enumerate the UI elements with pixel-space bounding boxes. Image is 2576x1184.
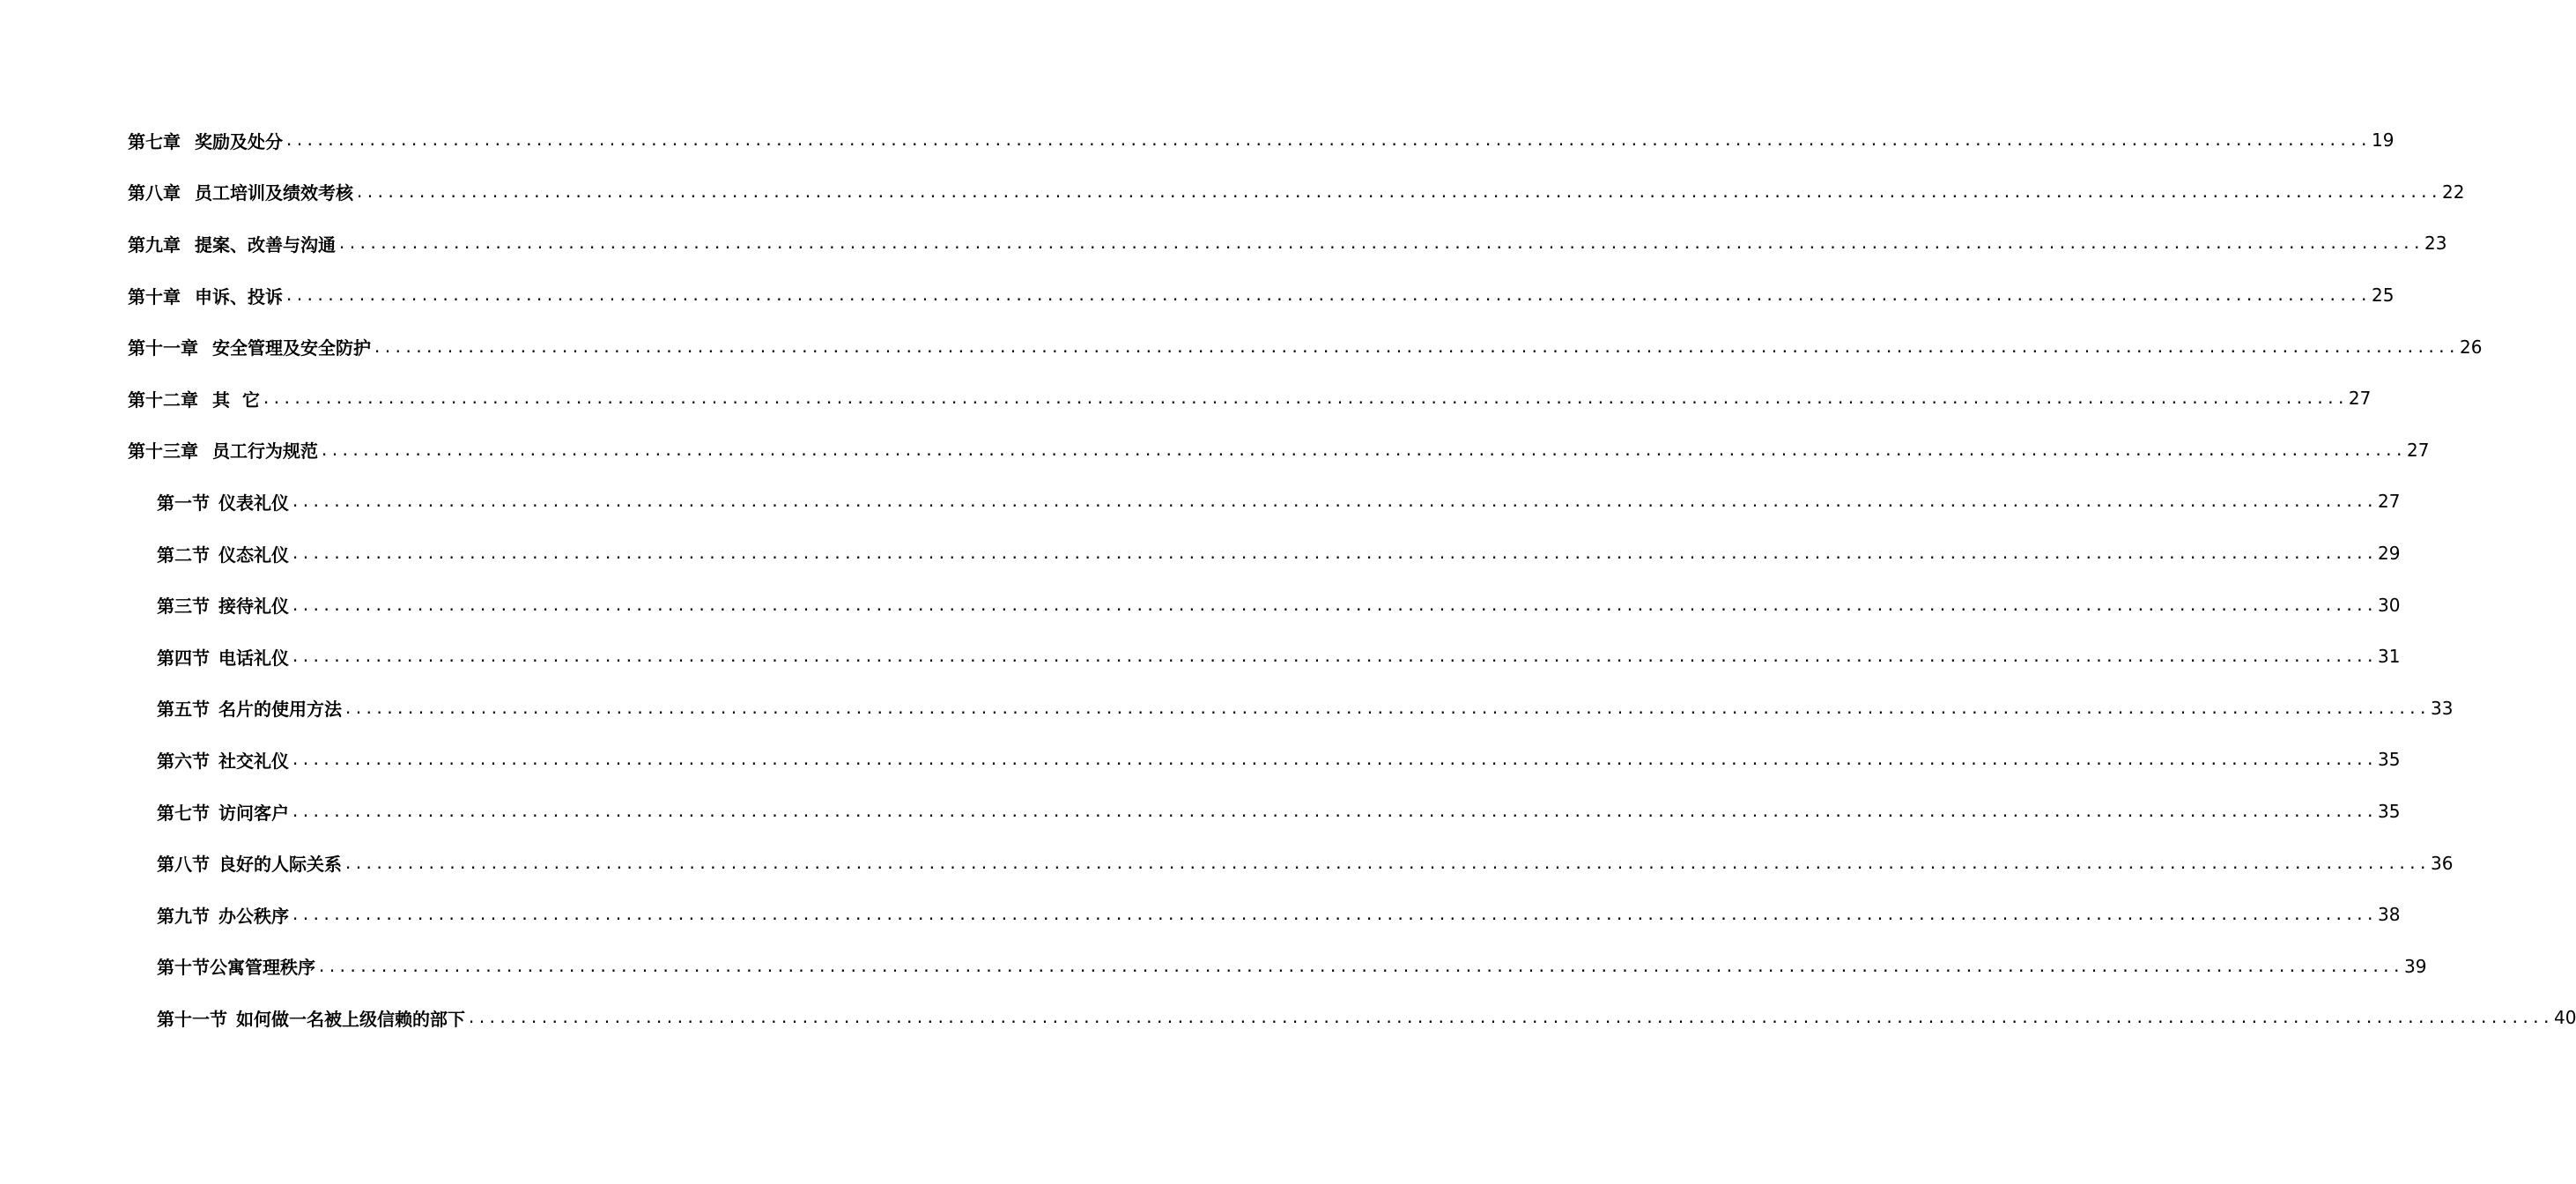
toc-entry-label: 第七节	[157, 802, 210, 824]
toc-entry-text: 接待礼仪	[218, 596, 289, 618]
toc-entry-title	[128, 334, 371, 359]
toc-leader-dots: ........................................................................................................................................................................................................	[285, 132, 2370, 151]
toc-entry-label: 第九节	[157, 905, 210, 927]
toc-entry[interactable]	[128, 786, 2401, 838]
toc-entry-text: 安全管理及安全防护	[212, 337, 371, 359]
toc-entry-title	[128, 179, 353, 204]
toc-entry[interactable]	[128, 476, 2401, 528]
toc-entry[interactable]	[128, 941, 2427, 993]
toc-leader-dots: ........................................................................................................................................................................................................	[261, 390, 2347, 409]
toc-leader-dots: ........................................................................................................................................................................................................	[291, 906, 2376, 925]
toc-entry-text: 员工培训及绩效考核	[195, 182, 353, 204]
toc-page-number: 19	[2371, 130, 2395, 152]
toc-leader-dots: ........................................................................................................................................................................................................	[467, 1010, 2552, 1028]
toc-entry-title	[128, 231, 336, 256]
toc-entry[interactable]	[128, 992, 2576, 1044]
toc-entry[interactable]	[128, 683, 2454, 735]
toc-entry-label: 第九章	[128, 233, 181, 255]
toc-leader-dots: ........................................................................................................................................................................................................	[291, 751, 2376, 770]
toc-entry-title	[157, 541, 289, 566]
toc-entry[interactable]	[128, 837, 2454, 889]
toc-entry-title	[157, 644, 289, 670]
toc-page-number: 36	[2430, 852, 2454, 874]
toc-entry-label: 第五节	[157, 699, 210, 721]
toc-entry-label: 第二节	[157, 544, 210, 566]
toc-entry[interactable]	[128, 218, 2447, 270]
toc-entry-title	[128, 283, 283, 308]
toc-entry-title	[157, 1005, 465, 1031]
toc-entry[interactable]	[128, 425, 2430, 477]
toc-page-number: 35	[2377, 749, 2401, 771]
toc-page-number: 40	[2553, 1007, 2576, 1029]
toc-entry-title	[128, 386, 260, 411]
toc-entry-label: 第十一章	[128, 337, 198, 359]
toc-entry-text: 如何做一名被上级信赖的部下	[236, 1008, 465, 1030]
toc-entry-text: 仪态礼仪	[218, 544, 289, 566]
toc-entry-title	[157, 953, 315, 979]
toc-leader-dots: ........................................................................................................................................................................................................	[291, 596, 2376, 615]
toc-entry-text: 申诉、投诉	[195, 285, 283, 307]
toc-page-number: 39	[2403, 955, 2427, 977]
toc-entry-label: 第十一节	[157, 1008, 227, 1030]
toc-page-number: 23	[2424, 233, 2447, 255]
toc-entry-label: 第十二章	[128, 388, 198, 411]
toc-entry-label: 第十节	[157, 957, 210, 979]
toc-entry-label: 第七章	[128, 130, 181, 152]
toc-entry-label: 第六节	[157, 750, 210, 772]
toc-entry-label: 第三节	[157, 596, 210, 618]
toc-entry[interactable]	[128, 373, 2372, 425]
toc-leader-dots: ........................................................................................................................................................................................................	[291, 803, 2376, 822]
toc-entry-title	[157, 850, 342, 876]
toc-entry-text: 访问客户	[218, 802, 289, 824]
toc-page-number: 38	[2377, 904, 2401, 926]
toc-entry-label: 第一节	[157, 492, 210, 514]
toc-page-number: 33	[2430, 697, 2454, 719]
toc-entry[interactable]	[128, 528, 2401, 580]
toc-entry-text: 电话礼仪	[218, 647, 289, 669]
toc-leader-dots: ........................................................................................................................................................................................................	[320, 441, 2405, 460]
toc-page-number: 31	[2377, 646, 2401, 668]
toc-entry[interactable]	[128, 889, 2401, 941]
toc-page-number: 27	[2406, 439, 2430, 461]
toc-leader-dots: ........................................................................................................................................................................................................	[337, 235, 2423, 254]
toc-entry[interactable]	[128, 579, 2401, 631]
toc-entry-label: 第四节	[157, 647, 210, 669]
toc-entry-text: 仪表礼仪	[218, 492, 289, 514]
toc-entry[interactable]	[128, 321, 2483, 373]
toc-page-number: 27	[2377, 491, 2401, 513]
toc-entry[interactable]	[128, 734, 2401, 786]
toc-entry-title	[128, 437, 318, 462]
toc-entry-text: 员工行为规范	[212, 440, 318, 462]
toc-entry-title	[157, 747, 289, 773]
toc-page-number: 29	[2377, 543, 2401, 565]
toc-entry-text: 名片的使用方法	[218, 699, 342, 721]
toc-entry-text: 良好的人际关系	[218, 854, 342, 876]
toc-entry-text: 办公秩序	[218, 905, 289, 927]
toc-leader-dots: ........................................................................................................................................................................................................	[373, 338, 2458, 357]
toc-page-number: 27	[2348, 388, 2372, 410]
toc-entry[interactable]	[128, 631, 2401, 683]
toc-page-number: 30	[2377, 594, 2401, 616]
toc-entry-label: 第八章	[128, 182, 181, 204]
toc-entry[interactable]	[128, 270, 2395, 322]
toc-page-number: 35	[2377, 801, 2401, 823]
toc-entry-text: 公寓管理秩序	[210, 957, 315, 979]
toc-leader-dots: ........................................................................................................................................................................................................	[291, 493, 2376, 512]
toc-entry-title	[128, 128, 283, 153]
table-of-contents	[128, 115, 2576, 1044]
toc-leader-dots: ........................................................................................................................................................................................................	[344, 855, 2429, 873]
toc-entry-title	[157, 902, 289, 928]
toc-leader-dots: ........................................................................................................................................................................................................	[285, 287, 2370, 306]
toc-leader-dots: ........................................................................................................................................................................................................	[291, 648, 2376, 667]
toc-entry-text: 提案、改善与沟通	[195, 233, 336, 255]
toc-page-number: 25	[2371, 285, 2395, 307]
toc-entry[interactable]	[128, 115, 2395, 166]
toc-page-number: 26	[2459, 336, 2483, 358]
toc-leader-dots: ........................................................................................................................................................................................................	[317, 958, 2402, 976]
toc-entry-text: 奖励及处分	[195, 130, 283, 152]
toc-entry-label: 第八节	[157, 854, 210, 876]
toc-page-number: 22	[2441, 181, 2465, 203]
toc-leader-dots: ........................................................................................................................................................................................................	[291, 545, 2376, 564]
toc-entry-label: 第十三章	[128, 440, 198, 462]
toc-entry-title	[157, 799, 289, 825]
toc-entry-title	[157, 695, 342, 721]
toc-entry[interactable]	[128, 166, 2465, 218]
toc-leader-dots: ........................................................................................................................................................................................................	[344, 699, 2429, 718]
toc-entry-text: 社交礼仪	[218, 750, 289, 772]
toc-leader-dots: ........................................................................................................................................................................................................	[355, 183, 2440, 202]
toc-entry-text: 其 它	[212, 388, 260, 411]
toc-entry-title	[157, 592, 289, 618]
toc-entry-label: 第十章	[128, 285, 181, 307]
toc-entry-title	[157, 489, 289, 514]
